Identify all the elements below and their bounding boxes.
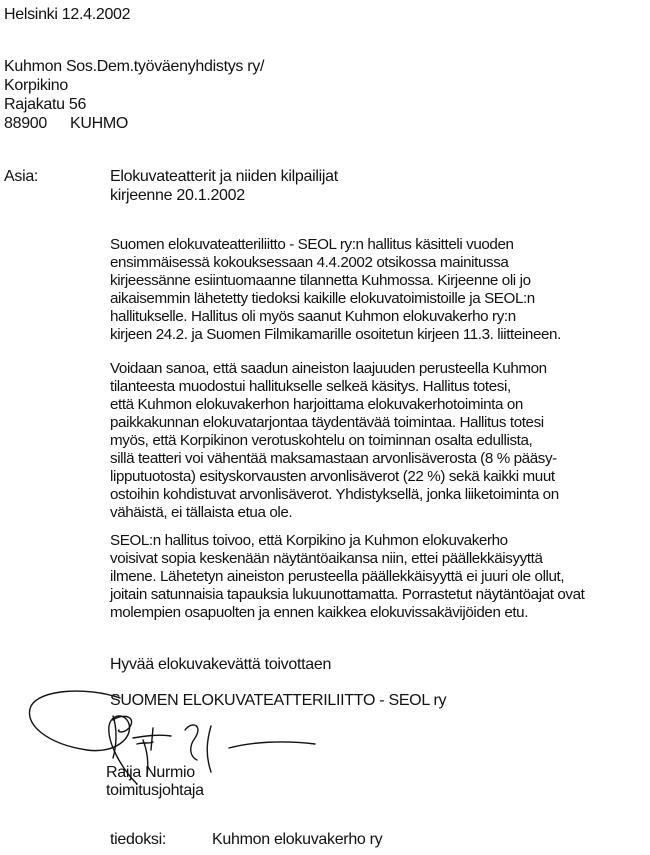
recipient-city: KUHMO [70,115,129,132]
signer-title: toimitusjohtaja [106,782,204,799]
body-line: paikkakunnan elokuvatarjontaa täydentävää toimintaa. Hallitus totesi [110,414,544,431]
signer-name: Raija Nurmio [106,764,195,781]
cc-label: tiedoksi: [110,831,166,848]
recipient-line: Korpikino [4,77,69,94]
body-line: hallitukselle. Hallitus oli myös saanut Kuhmon elokuvakerho ry:n [110,308,516,325]
body-paragraph-1 [110,236,561,344]
body-line: Voidaan sanoa, että saadun aineiston laajuuden perusteella Kuhmon [110,360,547,377]
body-line: että Kuhmon elokuvakerhon harjoittama elokuvakerhotoiminta on [110,396,523,413]
recipient-postcode: 88900 [4,115,47,132]
body-line: kirjeessänne esiintuomaanne tilannetta Kuhmossa. Kirjeenne oli jo [110,272,531,289]
body-line: sillä teatteri voi vähentää maksamastaan arvonlisäverosta (8 % pääsy- [110,450,557,467]
body-line: joitain satunnaisia tapauksia lukuunottamatta. Porrastetut näytäntöajat ovat [110,586,585,603]
body-line: voisivat sopia keskenään näytäntöaikansa niin, ettei päällekkäisyyttä [110,550,543,567]
subject-line: Elokuvateatterit ja niiden kilpailijat [110,168,338,185]
body-line: molempien osapuolten ja ennen kaikkea elokuvissakävijöiden etu. [110,604,529,621]
body-line: Suomen elokuvateatteriliitto - SEOL ry:n hallitus käsitteli vuoden [110,236,514,253]
body-paragraph-3 [110,532,584,622]
recipient-line: Kuhmon Sos.Dem.työväenyhdistys ry/ [4,58,265,75]
body-line: SEOL:n hallitus toivoo, että Korpikino ja Kuhmon elokuvakerho [110,532,508,549]
body-line: kirjeen 24.2. ja Suomen Filmikamarille osoitetun kirjeen 11.3. liitteineen. [110,326,561,343]
body-paragraph-2 [110,360,559,522]
recipient-line: Rajakatu 56 [4,96,87,113]
closing-greeting: Hyvää elokuvakevättä toivottaen [110,656,332,673]
body-line: vähäistä, ei tällaista etua ole. [110,504,293,521]
organization-name: SUOMEN ELOKUVATEATTERILIITTO - SEOL ry [110,692,447,709]
body-line: myös, että Korpikinon verotuskohtelu on toiminnan osalta edullista, [110,432,533,449]
body-line: ilmene. Lähetetyn aineiston perusteella päällekkäisyyttä ei juuri ole ollut, [110,568,565,585]
body-line: lipputuotosta) esityskorvausten arvonlisäverot (22 %) sekä kaikki muut [110,468,555,485]
body-line: aikaisemmin lähetetty tiedoksi kaikille elokuvatoimistoille ja SEOL:n [110,290,535,307]
body-line: ensimmäisessä kokouksessaan 4.4.2002 otsikossa mainitussa [110,254,509,271]
body-line: ostoihin kohdistuvat arvonlisäverot. Yhdistyksellä, jonka liiketoiminta on [110,486,559,503]
place-date: Helsinki 12.4.2002 [4,6,131,23]
body-line: tilanteesta muodostui hallitukselle selkeä käsitys. Hallitus totesi, [110,378,511,395]
subject-label: Asia: [4,168,39,185]
subject-line: kirjeenne 20.1.2002 [110,187,245,204]
cc-value: Kuhmon elokuvakerho ry [212,831,383,848]
